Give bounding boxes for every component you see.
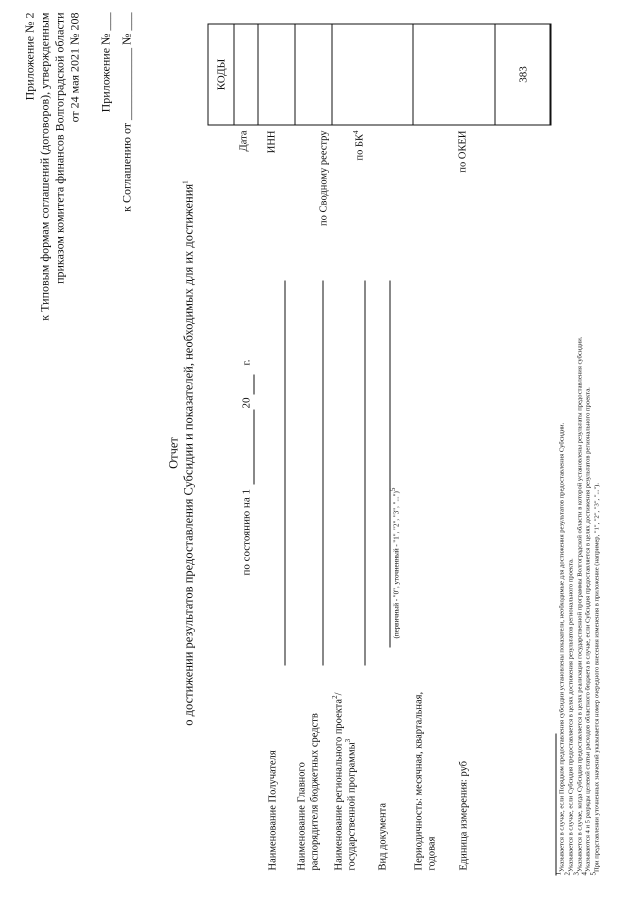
footnote-1-text: Указывается в случае, если Порядком предоставления субсидии установлены показатели, необходимые для достижения результатов предоставления Субсидии. [558, 422, 566, 872]
project-label-text: Наименование регионального проекта [333, 698, 344, 870]
appendix-header [22, 12, 134, 320]
footnote-5 [589, 336, 602, 875]
doc-type-hint-sup: 5 [388, 487, 397, 491]
periodicity-label-2: годовая [426, 836, 437, 870]
footnote-separator [555, 733, 556, 875]
project-label-tail: / [333, 692, 344, 695]
appendix-line-4: от 24 мая 2021 № 208 [67, 12, 81, 122]
registry-code-label: по Сводному реестру [318, 130, 329, 226]
codes-okei-cell: 383 [494, 24, 550, 124]
report-subtitle-sup: 1 [180, 179, 189, 184]
manager-value-line [322, 280, 323, 665]
footnote-1 [554, 336, 567, 875]
recipient-label: Наименование Получателя [267, 749, 278, 870]
footnote-2-text: Указывается в случае, если Субсидия предоставляется в целях достижения результатов регионального проекта. [566, 557, 574, 872]
codes-date-cell [233, 24, 257, 124]
codes-bk-cell [331, 24, 412, 124]
project-label-sup: 2 [330, 694, 339, 699]
program-label-text: государственной программы [346, 741, 357, 870]
manager-label: Наименование Главного [296, 761, 307, 870]
doc-type-hint-text: (первичный - "0", уточненный - "1", "2", "3", "...") [392, 490, 400, 638]
date-suffix: г. [240, 358, 252, 365]
footnote-1-mark: 1 [554, 871, 562, 875]
year-blank-line [253, 374, 254, 394]
doc-type-label: Вид документа [377, 802, 388, 870]
doc-type-hint [388, 487, 400, 638]
footnote-4 [580, 336, 593, 875]
recipient-value-line [284, 280, 285, 665]
footnotes [554, 336, 602, 875]
footnote-3 [571, 336, 585, 875]
footnote-5-text: При представлении уточненных значений указывается номер очередного внесения изменения в приложение (например, "1", "2", "3", "..."). [593, 482, 601, 872]
footnote-3-mark: 3 [571, 871, 580, 875]
bk-code-label [351, 130, 365, 265]
codes-inn-cell [257, 24, 294, 124]
report-subtitle-text: о достижении результатов предоставления Субсидии и показателей, необходимых для их достижения [181, 183, 195, 726]
program-label [345, 738, 358, 870]
appendix-line-3: приказом комитета финансов Волгоградской области [52, 12, 66, 284]
bk-code-label-text: по БК [354, 133, 365, 161]
codes-header: КОДЫ [214, 58, 227, 90]
footnote-4-text: Указываются 4 и 5 разряды целевой статьи расходов областного бюджета в случае, если Субсидия предоставляется в целях достижения результатов регионального проекта. [584, 386, 592, 872]
periodicity-label: Периодичность: месячная, квартальная, [413, 691, 424, 870]
footnote-2-mark: 2 [562, 871, 571, 875]
bk-code-label-sup: 4 [351, 130, 360, 134]
project-value-line [364, 280, 365, 665]
project-label [332, 692, 345, 870]
program-label-sup: 3 [343, 738, 352, 742]
unit-label: Единица измерения: руб [458, 760, 469, 870]
date-code-label: Дата [238, 130, 249, 151]
inn-code-label: ИНН [266, 130, 277, 153]
date-prefix: по состоянию на 1 [240, 488, 252, 575]
footnote-4-mark: 4 [580, 871, 589, 875]
doc-type-value-line [389, 280, 390, 647]
okei-code-label: по ОКЕИ [457, 130, 468, 173]
report-title: Отчет [166, 436, 180, 469]
codes-table [207, 23, 551, 125]
footnote-5-mark: 5 [589, 871, 598, 875]
annex-number: Приложение № ___ [98, 12, 112, 112]
appendix-line-1: Приложение № 2 [22, 12, 36, 100]
agreement-reference: к Соглашению от ____________ № ___ [119, 12, 133, 212]
codes-doc-type-cell [412, 24, 494, 124]
appendix-line-2: к Типовым формам соглашений (договоров), утвержденным [37, 12, 51, 321]
report-subtitle [181, 0, 196, 905]
date-year: 20 [240, 397, 252, 408]
manager-label-2: распорядителя бюджетных средств [309, 712, 320, 870]
codes-registry-cell [294, 24, 331, 124]
date-blank-line [253, 409, 254, 484]
footnote-3-text: Указывается в случае, когда Субсидия предоставляется в целях реализации государственной программы Волгоградской области в которой установлены результаты предоставления субсидии. [575, 336, 583, 872]
